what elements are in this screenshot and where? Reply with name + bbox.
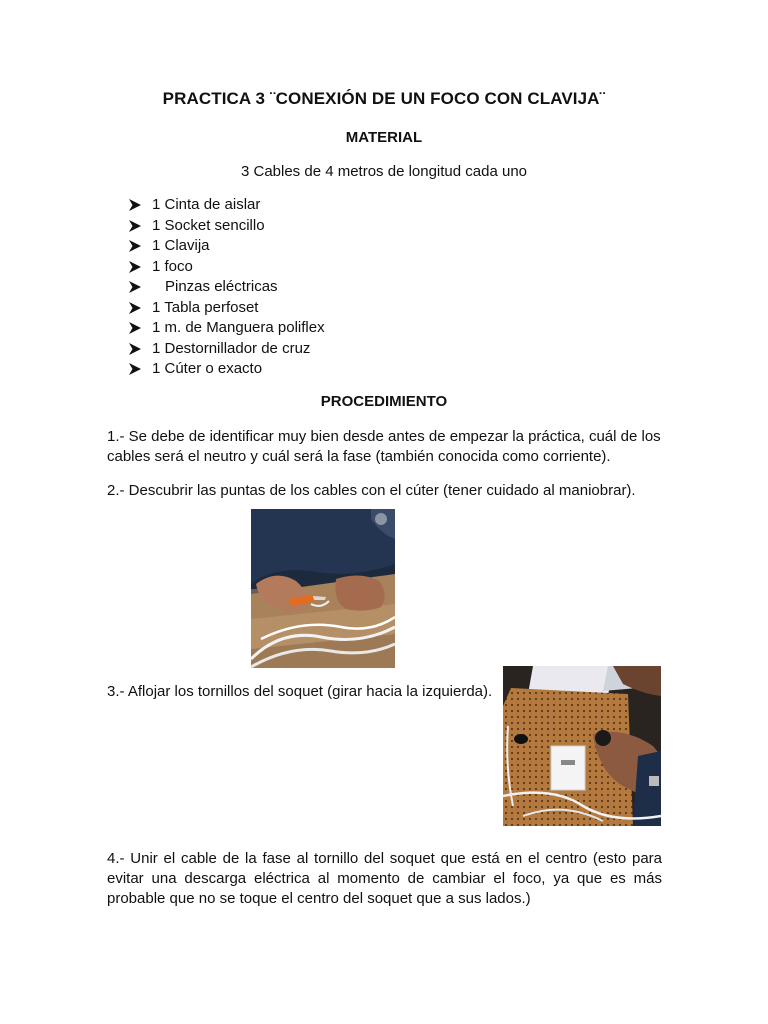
list-item-label: 1 foco: [152, 257, 193, 275]
list-item-label: 1 Tabla perfoset: [152, 298, 259, 316]
list-item: [128, 298, 325, 319]
arrowhead-bullet-icon: [128, 343, 142, 355]
arrowhead-bullet-icon: [128, 302, 142, 314]
document-title: PRACTICA 3 ¨CONEXIÓN DE UN FOCO CON CLAVIJA¨: [162, 89, 606, 108]
list-item: [128, 277, 325, 298]
list-item-label: 1 Cinta de aislar: [152, 196, 261, 213]
procedure-step-2: 2.- Descubrir las puntas de los cables con el cúter (tener cuidado al maniobrar).: [107, 482, 636, 499]
materials-list: [128, 195, 325, 380]
list-item: [128, 257, 325, 278]
procedure-heading: PROCEDIMIENTO: [320, 393, 448, 410]
list-item-label: 1 m. de Manguera poliflex: [152, 319, 325, 336]
arrowhead-bullet-icon: [128, 220, 142, 232]
list-item: [128, 339, 325, 360]
arrowhead-bullet-icon: [128, 363, 142, 375]
list-item: [128, 195, 325, 216]
arrowhead-bullet-icon: [128, 322, 142, 334]
list-item-label: 1 Cúter o exacto: [152, 360, 263, 377]
list-item: [128, 318, 325, 339]
procedure-step-4: 4.- Unir el cable de la fase al tornillo del soquet que está en el centro (esto para evitar una descarga eléctrica al momento de cambiar el foco, ya que es más probable que no se toque el centro del soquet que a sus lados.): [107, 850, 662, 907]
list-item-label: 1 Socket sencillo: [152, 216, 265, 234]
list-item: [128, 236, 325, 257]
arrowhead-bullet-icon: [128, 240, 142, 252]
procedure-step-1: 1.- Se debe de identificar muy bien desde antes de empezar la práctica, cuál de los cables será el neutro y cuál será la fase (también conocida como corriente).: [107, 428, 661, 465]
arrowhead-bullet-icon: [128, 199, 142, 211]
arrowhead-bullet-icon: [128, 261, 142, 273]
photo-socket-board: [503, 666, 661, 826]
material-heading: MATERIAL: [345, 129, 423, 146]
list-item-label: Pinzas eléctricas: [165, 278, 278, 295]
list-item-label: 1 Clavija: [152, 237, 210, 254]
material-intro-line: 3 Cables de 4 metros de longitud cada uno: [240, 163, 528, 180]
arrowhead-bullet-icon: [128, 281, 142, 293]
list-item: [128, 359, 325, 380]
procedure-step-3: 3.- Aflojar los tornillos del soquet (girar hacia la izquierda).: [107, 683, 493, 700]
list-item: [128, 216, 325, 237]
photo-stripping-cable: [251, 509, 395, 668]
list-item-label: 1 Destornillador de cruz: [152, 339, 311, 357]
